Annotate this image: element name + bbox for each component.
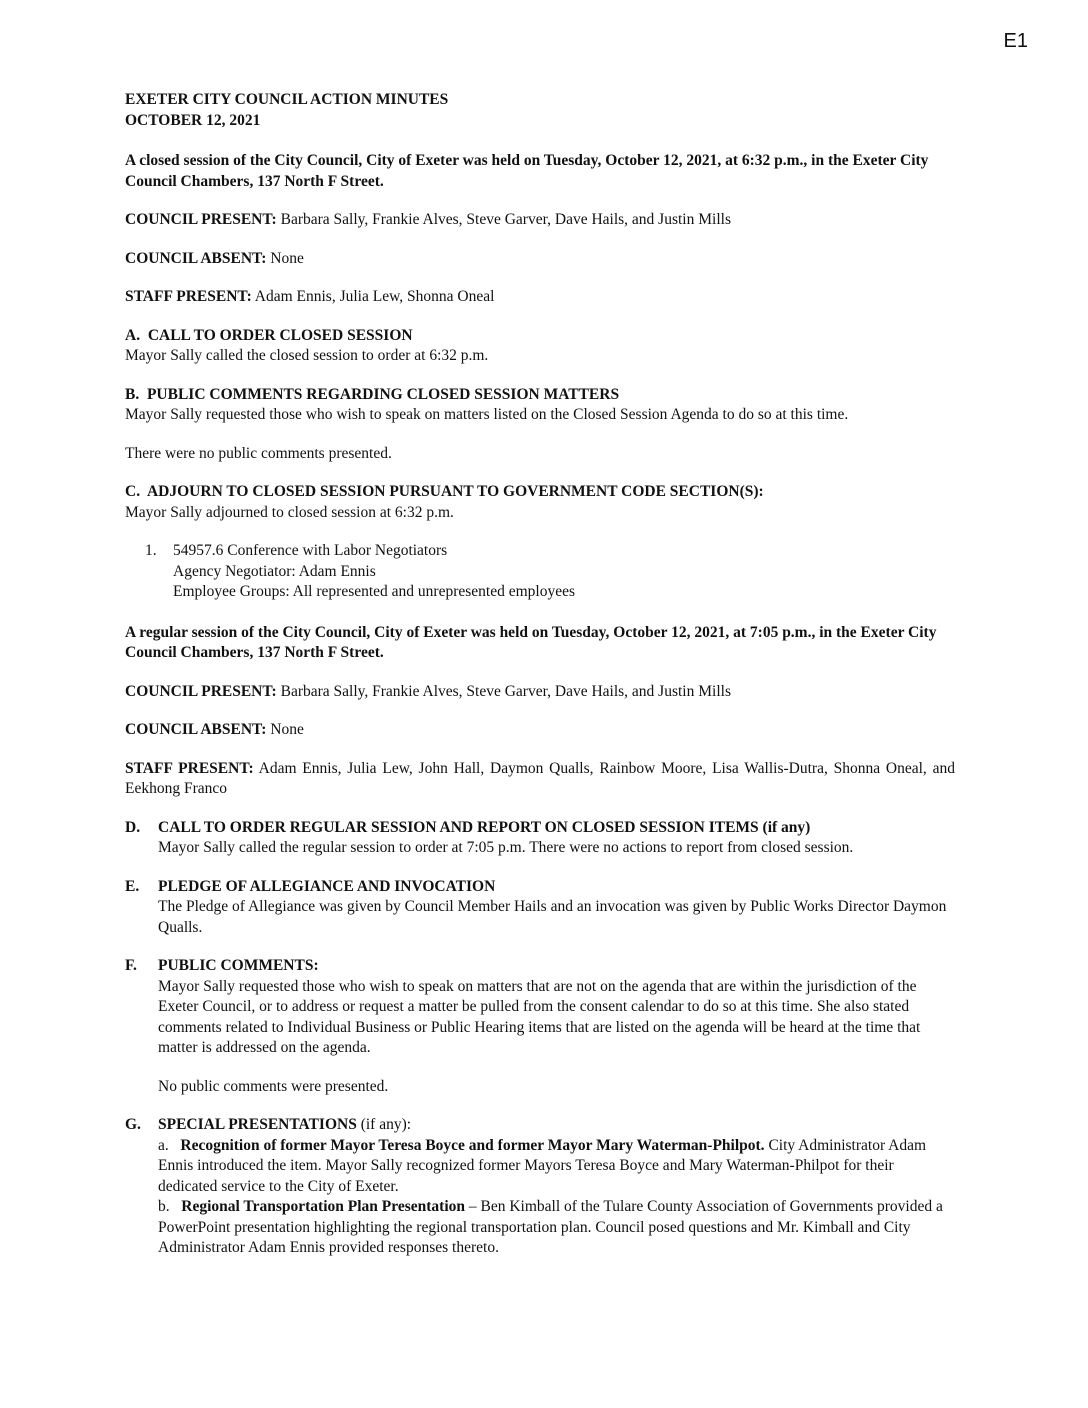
section-g-item-b-title: Regional Transportation Plan Presentation [181, 1198, 465, 1215]
section-e-title: PLEDGE OF ALLEGIANCE AND INVOCATION [158, 877, 496, 895]
section-b-heading [125, 385, 955, 406]
section-c-item-line-3: Employee Groups: All represented and unrepresented employees [173, 583, 576, 600]
regular-staff-present [125, 759, 955, 800]
minutes-document [125, 90, 955, 1259]
regular-council-present-value: Barbara Sally, Frankie Alves, Steve Garver, Dave Hails, and Justin Mills [280, 682, 731, 700]
regular-council-absent [125, 720, 955, 741]
section-g-title-suffix: (if any): [356, 1116, 412, 1133]
section-d-text: Mayor Sally called the regular session to order at 7:05 p.m. There were no actions to report from closed session. [158, 839, 854, 856]
section-g [125, 1115, 955, 1259]
section-e [125, 877, 955, 939]
section-f-letter: F. [125, 957, 137, 974]
section-d-title: CALL TO ORDER REGULAR SESSION AND REPORT ON CLOSED SESSION ITEMS (if any) [158, 818, 811, 836]
section-c-text: Mayor Sally adjourned to closed session at 6:32 p.m. [125, 503, 454, 521]
section-g-item-a [158, 1136, 955, 1198]
section-c-item-line-1: 54957.6 Conference with Labor Negotiators [173, 542, 448, 559]
section-d [125, 818, 955, 859]
title-line-2: OCTOBER 12, 2021 [125, 111, 261, 129]
regular-council-absent-value: None [270, 721, 304, 738]
closed-council-present-label: COUNCIL PRESENT: [125, 211, 277, 228]
closed-session-intro: A closed session of the City Council, City of Exeter was held on Tuesday, October 12, 2021, at 6:32 p.m., in the Exeter City Council Chambers, 137 North F Street. [125, 152, 929, 190]
page-number: E1 [1003, 30, 1028, 52]
section-g-item-b-text: – Ben Kimball of the Tulare County Association of Governments provided a PowerPoint presentation highlighting the regional transportation plan. Council posed questions and Mr. Kimball and City Administrator Adam Ennis provided responses thereto. [158, 1198, 943, 1256]
closed-council-absent [125, 249, 955, 270]
section-f [125, 956, 955, 1097]
section-b-text-2: There were no public comments presented. [125, 444, 392, 462]
section-a-text: Mayor Sally called the closed session to order at 6:32 p.m. [125, 347, 489, 364]
section-g-item-a-title: Recognition of former Mayor Teresa Boyce and former Mayor Mary Waterman-Philpot. [180, 1136, 765, 1154]
closed-council-present-value: Barbara Sally, Frankie Alves, Steve Garver, Dave Hails, and Justin Mills [280, 211, 731, 228]
regular-staff-present-value: Adam Ennis, Julia Lew, John Hall, Daymon Qualls, Rainbow Moore, Lisa Wallis-Dutra, Shonna Oneal, and Eekhong Franco [125, 759, 955, 797]
section-g-letter: G. [125, 1116, 141, 1133]
section-c-item-line-2: Agency Negotiator: Adam Ennis [173, 562, 376, 580]
closed-staff-present [125, 287, 955, 308]
closed-staff-present-value: Adam Ennis, Julia Lew, Shonna Oneal [254, 288, 495, 305]
section-b-title: PUBLIC COMMENTS REGARDING CLOSED SESSION MATTERS [146, 385, 620, 403]
section-a-title: CALL TO ORDER CLOSED SESSION [147, 326, 413, 344]
closed-council-absent-label: COUNCIL ABSENT: [125, 249, 267, 267]
document-title [125, 90, 955, 131]
section-c-letter: C. [125, 483, 141, 500]
section-b-letter: B. [125, 385, 140, 403]
section-a-heading [125, 326, 955, 347]
section-f-text-2: No public comments were presented. [158, 1077, 389, 1095]
section-g-item-a-label: a. [158, 1136, 169, 1154]
section-f-text: Mayor Sally requested those who wish to speak on matters that are not on the agenda that are within the jurisdiction of the Exeter Council, or to address or request a matter be pulled from the consent calendar to do so at this time. She also stated comments related to Individual Business or Public Hearing items that are listed on the agenda will be heard at the time that matter is addressed on the agenda. [158, 977, 921, 1056]
closed-staff-present-label: STAFF PRESENT: [125, 288, 252, 305]
section-e-letter: E. [125, 877, 140, 895]
regular-council-absent-label: COUNCIL ABSENT: [125, 721, 267, 738]
closed-council-present [125, 210, 955, 231]
section-g-item-b-label: b. [158, 1198, 170, 1215]
regular-staff-present-label: STAFF PRESENT: [125, 759, 254, 777]
section-c-item-1 [125, 541, 955, 603]
regular-council-present [125, 682, 955, 703]
section-c-title: ADJOURN TO CLOSED SESSION PURSUANT TO GOVERNMENT CODE SECTION(S): [146, 483, 764, 500]
section-c-item-number: 1. [145, 542, 157, 559]
section-b-text: Mayor Sally requested those who wish to speak on matters listed on the Closed Session Agenda to do so at this time. [125, 406, 849, 423]
regular-council-present-label: COUNCIL PRESENT: [125, 682, 277, 700]
section-d-letter: D. [125, 818, 141, 836]
section-f-title: PUBLIC COMMENTS: [158, 957, 319, 974]
regular-session-intro: A regular session of the City Council, City of Exeter was held on Tuesday, October 12, 2021, at 7:05 p.m., in the Exeter City Council Chambers, 137 North F Street. [125, 623, 937, 661]
closed-council-absent-value: None [270, 249, 304, 267]
section-a-letter: A. [125, 326, 141, 344]
section-g-item-a-text: City Administrator Adam Ennis introduced the item. Mayor Sally recognized former Mayors Teresa Boyce and Mary Waterman-Philpot for their dedicated service to the City of Exeter. [158, 1136, 927, 1195]
section-c-heading [125, 482, 955, 503]
section-g-title: SPECIAL PRESENTATIONS [158, 1116, 357, 1133]
section-g-item-b [158, 1197, 955, 1259]
section-g-heading [158, 1115, 955, 1136]
title-line-1: EXETER CITY COUNCIL ACTION MINUTES [125, 91, 449, 108]
section-e-text: The Pledge of Allegiance was given by Council Member Hails and an invocation was given by Public Works Director Daymon Qualls. [158, 898, 947, 936]
